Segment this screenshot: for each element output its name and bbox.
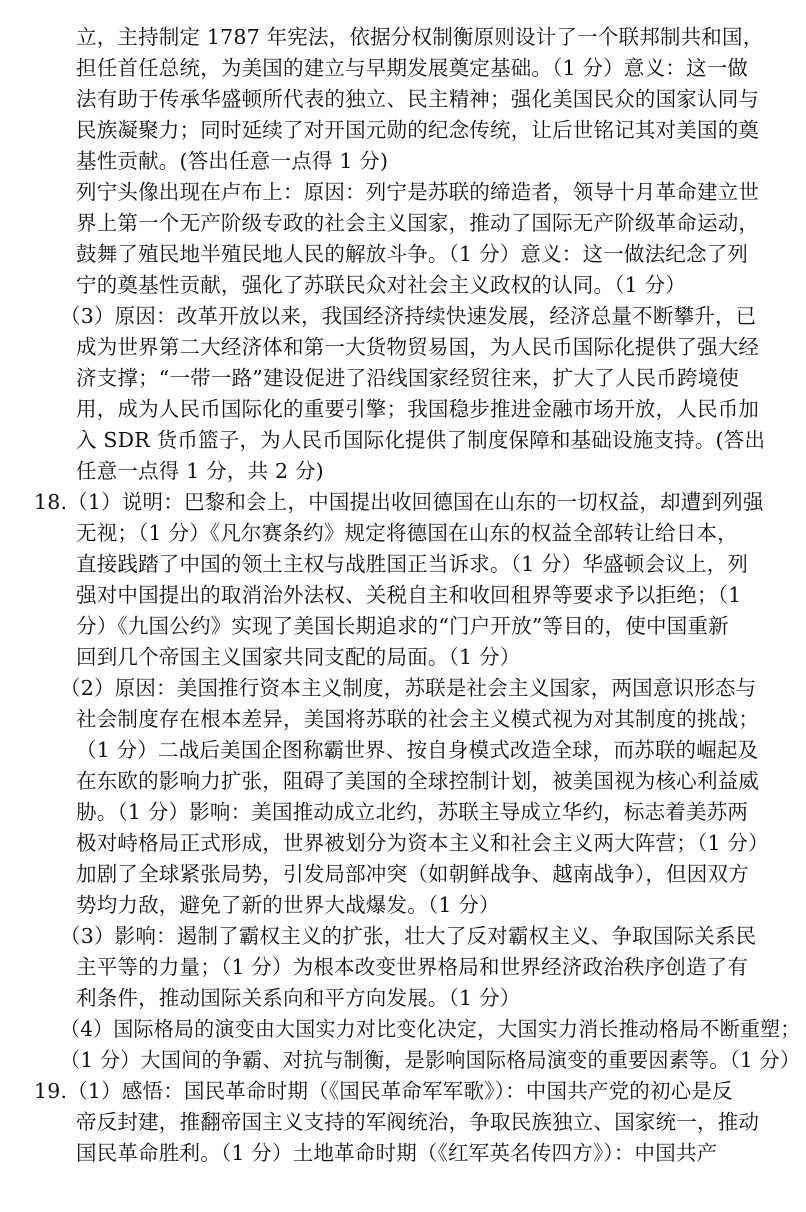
text-line: 18.（1）说明：巴黎和会上，中国提出收回德国在山东的一切权益，却遭到列强 — [34, 490, 764, 514]
text-line: 胁。（1 分）影响：美国推动成立北约，苏联主导成立华约，标志着美苏两 — [76, 800, 749, 824]
text-line: 界上第一个无产阶级专政的社会主义国家，推动了国际无产阶级革命运动， — [76, 211, 760, 235]
text-line: 担任首任总统，为美国的建立与早期发展奠定基础。（1 分）意义：这一做 — [76, 56, 749, 80]
text-line: 社会制度存在根本差异，美国将苏联的社会主义模式视为对其制度的挑战； — [76, 707, 760, 731]
text-line: 直接践踏了中国的领土主权与战胜国正当诉求。（1 分）华盛顿会议上，列 — [76, 552, 749, 576]
text-line: 无视；（1 分）《凡尔赛条约》规定将德国在山东的权益全部转让给日本， — [76, 521, 738, 545]
text-line: 帝反封建，推翻帝国主义支持的军阀统治，争取民族独立、国家统一，推动 — [76, 1110, 760, 1134]
text-line: （2）原因：美国推行资本主义制度，苏联是社会主义国家，两国意识形态与 — [60, 676, 757, 700]
text-line: 势均力敌，避免了新的世界大战爆发。（1 分） — [76, 893, 500, 917]
text-line: 立，主持制定 1787 年宪法，依据分权制衡原则设计了一个联邦制共和国， — [76, 25, 764, 49]
text-line: 基性贡献。(答出任意一点得 1 分) — [76, 149, 389, 173]
text-line: 济支撑；“一带一路”建设促进了沿线国家经贸往来，扩大了人民币跨境使 — [76, 366, 740, 390]
text-line: 法有助于传承华盛顿所代表的独立、民主精神；强化美国民众的国家认同与 — [76, 87, 760, 111]
text-line: （1 分）大国间的争霸、对抗与制衡，是影响国际格局演变的重要因素等。（1 分） — [60, 1048, 801, 1072]
text-line: 在东欧的影响力扩张，阻碍了美国的全球控制计划，被美国视为核心利益威 — [76, 769, 760, 793]
text-line: （3）影响：遏制了霸权主义的扩张，壮大了反对霸权主义、争取国际关系民 — [60, 924, 757, 948]
text-line: 鼓舞了殖民地半殖民地人民的解放斗争。（1 分）意义：这一做法纪念了列 — [76, 242, 749, 266]
text-line: 成为世界第二大经济体和第一大货物贸易国，为人民币国际化提供了强大经 — [76, 335, 760, 359]
text-line: 极对峙格局正式形成，世界被划分为资本主义和社会主义两大阵营；（1 分） — [76, 831, 769, 855]
text-line: 入 SDR 货币篮子，为人民币国际化提供了制度保障和基础设施支持。(答出 — [76, 428, 766, 452]
text-line: （1 分）二战后美国企图称霸世界、按自身模式改造全球，而苏联的崛起及 — [76, 738, 759, 762]
text-line: 国民革命胜利。（1 分）土地革命时期（《红军英名传四方》）：中国共产 — [76, 1141, 718, 1165]
text-line: 列宁头像出现在卢布上：原因：列宁是苏联的缔造者，领导十月革命建立世 — [76, 180, 760, 204]
text-line: 宁的奠基性贡献，强化了苏联民众对社会主义政权的认同。（1 分） — [76, 273, 687, 297]
text-line: 用，成为人民币国际化的重要引擎；我国稳步推进金融市场开放，人民币加 — [76, 397, 760, 421]
text-line: 19.（1）感悟：国民革命时期（《国民革命军军歌》）：中国共产党的初心是反 — [34, 1079, 733, 1103]
text-line: 加剧了全球紧张局势，引发局部冲突（如朝鲜战争、越南战争），但因双方 — [76, 862, 749, 886]
text-line: （4）国际格局的演变由大国实力对比变化决定，大国实力消长推动格局不断重塑； — [60, 1017, 801, 1041]
text-line: 回到几个帝国主义国家共同支配的局面。（1 分） — [76, 645, 521, 669]
text-line: 强对中国提出的取消治外法权、关税自主和收回租界等要求予以拒绝；（1 — [76, 583, 742, 607]
text-line: （3）原因：改革开放以来，我国经济持续快速发展，经济总量不断攀升，已 — [60, 304, 757, 328]
text-line: 利条件，推动国际关系向和平方向发展。（1 分） — [76, 986, 521, 1010]
text-line: 主平等的力量；（1 分）为根本改变世界格局和世界经济政治秩序创造了有 — [76, 955, 749, 979]
text-line: 分）《九国公约》实现了美国长期追求的“门户开放”等目的，使中国重新 — [76, 614, 729, 638]
text-line: 任意一点得 1 分，共 2 分) — [76, 459, 324, 483]
text-line: 民族凝聚力；同时延续了对开国元勋的纪念传统，让后世铭记其对美国的奠 — [76, 118, 760, 142]
